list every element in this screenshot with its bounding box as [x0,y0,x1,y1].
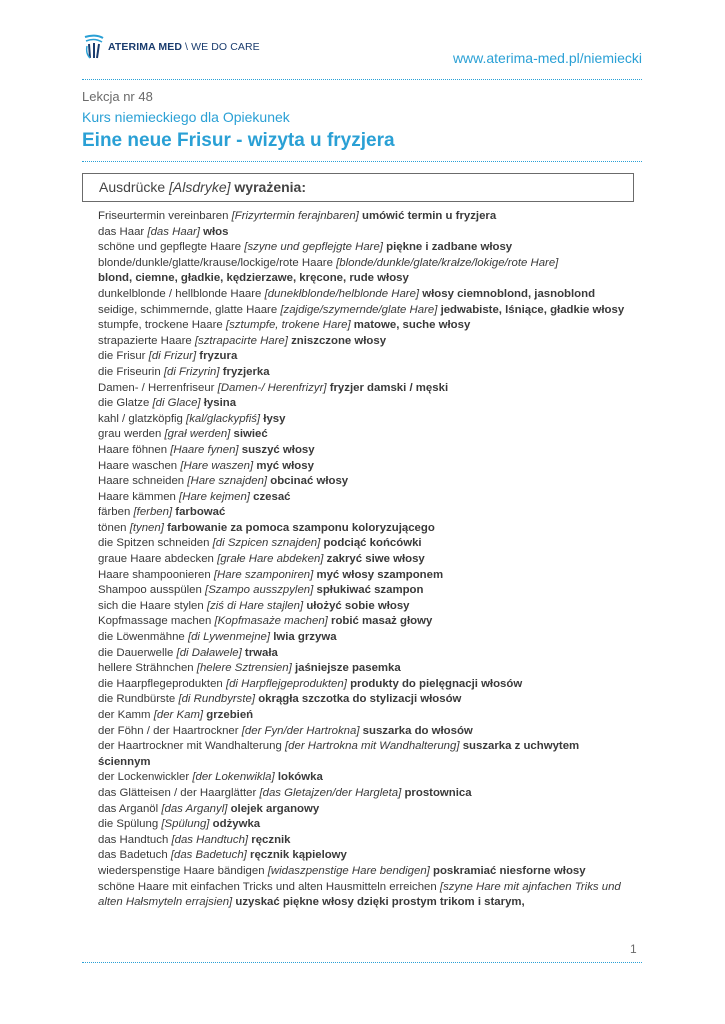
vocab-pronunciation: [di Harpflejgeprodukten] [225,677,347,690]
vocab-polish: fryzjerka [222,365,270,378]
vocab-german: stumpfe, trockene Haare [98,319,223,332]
vocab-pronunciation: [Frizyrtermin ferajnbaren] [231,210,359,222]
section-heading-pron: [Alsdryke] [169,179,231,195]
vocab-polish: ręcznik kąpielowy [250,849,347,862]
vocab-entry [98,349,630,365]
vocab-pronunciation: [der Fyn/der Hartrokna] [241,724,360,737]
vocab-entry [98,256,630,287]
vocab-pronunciation: [Damen-/ Herenfrizyr] [217,381,327,394]
title-divider [82,161,642,162]
vocab-entry [98,443,630,459]
logo-tagline: WE DO CARE [191,41,260,53]
vocab-entry [98,677,630,693]
vocab-polish: fryzura [199,350,238,363]
vocab-entry [98,552,630,568]
section-heading [99,179,306,195]
vocab-polish: siwieć [233,428,268,441]
vocab-polish: odżywka [212,818,261,831]
vocab-pronunciation: [Hare kejmen] [179,490,250,503]
vocab-german: Haare föhnen [98,443,168,456]
vocab-polish: olejek arganowy [230,802,320,815]
vocab-polish: grzebień [206,709,254,721]
vocab-polish: ręcznik [251,833,291,846]
vocab-german: kahl / glatzköpfig [98,412,183,425]
vocab-entry [98,630,630,646]
vocab-pronunciation: [das Gletajzen/der Hargleta] [259,786,402,799]
vocab-polish: suszarka do włosów [362,724,473,737]
vocab-entry [98,646,630,662]
vocab-german: tönen [98,521,127,534]
logo-separator: \ [185,41,189,53]
vocab-german: die Rundbürste [98,693,176,706]
vocab-polish: jaśniejsze pasemka [294,662,401,675]
website-link[interactable]: www.aterima-med.pl/niemiecki [452,50,642,66]
vocab-entry [98,334,630,350]
vocab-entry [98,770,630,786]
vocab-pronunciation: [der Lokenwikla] [192,771,275,784]
vocab-entry [98,864,630,880]
vocab-pronunciation: [szyne und gepflejgte Hare] [244,241,383,254]
vocab-entry [98,724,630,740]
vocab-pronunciation: [widaszpenstige Hare bendigen] [267,864,430,877]
vocab-polish: jedwabiste, lśniące, gładkie włosy [440,303,625,316]
vocab-entry [98,287,630,303]
vocab-pronunciation: [sztrapacirte Hare] [194,334,288,347]
vocab-german: die Spitzen schneiden [98,537,210,550]
vocab-entry [98,490,630,506]
vocab-entry [98,536,630,552]
vocab-pronunciation: [Kopfmasaże machen] [214,615,328,628]
logo-text [108,41,260,53]
footer-divider [82,962,642,963]
vocab-polish: fryzjer damski / męski [329,381,449,394]
vocab-entry [98,303,630,319]
vocab-polish: obcinać włosy [270,475,349,488]
vocab-entry [98,209,630,225]
vocab-german: färben [98,506,131,519]
logo-name: ATERIMA MED [108,41,183,53]
vocab-entry [98,412,630,428]
vocab-entry [98,661,630,677]
vocab-german: der Föhn / der Haartrockner [98,724,239,737]
page-number: 1 [630,942,637,956]
vocab-entry [98,599,630,615]
vocab-german: Kopfmassage machen [98,615,212,628]
vocab-entry [98,739,630,770]
vocab-german: graue Haare abdecken [98,553,214,566]
vocab-pronunciation: [blonde/dunkle/glate/krałze/lokige/rote Hare] [336,256,559,269]
vocab-polish: ułożyć sobie włosy [306,599,410,612]
vocab-german: die Friseurin [98,365,161,378]
vocab-pronunciation: [Hare waszen] [180,459,254,472]
vocab-pronunciation: [kal/glackypfiś] [186,412,261,425]
vocab-german: das Badetuch [98,849,168,862]
vocab-german: hellere Strähnchen [98,662,194,675]
vocab-polish: farbowanie za pomoca szamponu koloryzującego [167,521,435,534]
vocab-entry [98,817,630,833]
vocab-german: sich die Haare stylen [98,599,204,612]
vocab-polish: farbować [175,506,226,519]
vocab-pronunciation: [grał werden] [164,428,231,441]
vocab-pronunciation: [di Frizur] [148,350,197,363]
vocab-polish: blond, ciemne, gładkie, kędzierzawe, kręcone, rude włosy [98,272,409,285]
vocab-german: die Frisur [98,350,146,363]
vocab-german: grau werden [98,428,162,441]
vocab-pronunciation: [ferben] [133,506,173,519]
vocab-pronunciation: [ziś di Hare stajlen] [206,599,304,612]
vocab-pronunciation: [der Kam] [153,709,204,721]
vocab-pronunciation: [sztumpfe, trokene Hare] [225,319,351,332]
vocab-pronunciation: [di Lywenmejne] [187,631,271,644]
course-name: Kurs niemieckiego dla Opiekunek [82,109,290,125]
vocab-entry [98,802,630,818]
vocab-entry [98,692,630,708]
vocab-entry [98,381,630,397]
vocab-pronunciation: [Hare szamponiren] [213,568,314,581]
vocab-polish: produkty do pielęgnacji włosów [350,677,523,690]
vocab-polish: poskramiać niesforne włosy [433,864,586,877]
vocab-german: die Haarpflegeprodukten [98,677,223,690]
vocab-entry [98,521,630,537]
vocab-polish: łysy [263,412,286,425]
vocab-polish: zakryć siwe włosy [326,553,425,566]
header-divider [82,79,642,80]
vocab-german: Shampoo ausspülen [98,584,202,597]
vocab-pronunciation: [tynen] [129,521,164,534]
vocab-german: das Glätteisen / der Haarglätter [98,786,257,799]
vocab-german: der Kamm [98,709,151,721]
vocab-german: wiederspenstige Haare bändigen [98,864,265,877]
vocab-german: strapazierte Haare [98,334,192,347]
vocab-entry [98,583,630,599]
section-heading-pl: wyrażenia: [234,179,306,195]
vocab-pronunciation: [das Handtuch] [171,833,249,846]
vocab-german: der Haartrockner mit Wandhalterung [98,740,282,753]
vocab-pronunciation: [das Haar] [147,225,200,238]
page-header [82,30,642,72]
vocab-pronunciation: [di Szpicen sznajden] [212,537,321,550]
vocab-polish: prostownica [404,786,472,799]
vocabulary-list [98,209,630,911]
vocab-entry [98,880,630,911]
vocab-german: seidige, schimmernde, glatte Haare [98,303,278,316]
vocab-pronunciation: [di Daławele] [176,646,242,659]
vocab-entry [98,614,630,630]
lesson-number: Lekcja nr 48 [82,89,153,104]
vocab-german: die Löwenmähne [98,631,185,644]
vocab-entry [98,427,630,443]
section-heading-de: Ausdrücke [99,179,166,195]
vocab-entry [98,474,630,490]
vocab-entry [98,365,630,381]
vocab-entry [98,459,630,475]
vocab-pronunciation: [Spülung] [161,818,210,831]
vocab-polish: umówić termin u fryzjera [362,210,497,222]
section-heading-box [82,173,634,202]
vocab-german: schöne und gepflegte Haare [98,241,242,254]
vocab-polish: lwia grzywa [273,631,337,644]
vocab-polish: trwała [244,646,278,659]
vocab-german: die Dauerwelle [98,646,174,659]
vocab-polish: łysina [203,397,237,410]
vocab-german: das Arganöl [98,802,159,815]
vocab-polish: suszyć włosy [241,443,315,456]
vocab-entry [98,225,630,241]
vocab-polish: czesać [253,490,291,503]
vocab-entry [98,396,630,412]
vocab-polish: matowe, suche włosy [353,319,471,332]
vocab-polish: robić masaż głowy [331,615,433,628]
vocab-pronunciation: [szyne Hare mit ajnfachen Triks und alten Hałsmyteln errajsien] [98,880,621,909]
vocab-polish: piękne i zadbane włosy [386,241,513,254]
vocab-pronunciation: [zajdige/szymernde/glate Hare] [280,303,438,316]
vocab-polish: myć włosy [256,459,314,472]
vocab-polish: uzyskać piękne włosy dzięki prostym trikom i starym, [235,896,525,909]
vocab-entry [98,318,630,334]
vocab-pronunciation: [di Rundbyrste] [178,693,256,706]
vocab-entry [98,568,630,584]
vocab-german: Friseurtermin vereinbaren [98,210,229,222]
aterima-logo-icon [82,34,106,60]
vocab-pronunciation: [der Hartrokna mit Wandhalterung] [284,740,460,753]
vocab-german: Haare kämmen [98,490,176,503]
vocab-pronunciation: [grałe Hare abdeken] [217,553,324,566]
vocab-german: Damen- / Herrenfriseur [98,381,215,394]
vocab-entry [98,833,630,849]
vocab-pronunciation: [di Glace] [152,397,201,410]
vocab-german: das Handtuch [98,833,169,846]
vocab-entry [98,786,630,802]
vocab-polish: włos [203,225,229,238]
page-title: Eine neue Frisur - wizyta u fryzjera [82,130,395,151]
vocab-pronunciation: [Haare fynen] [170,443,239,456]
vocab-polish: lokówka [277,771,323,784]
vocab-german: der Lockenwickler [98,771,190,784]
vocab-german: das Haar [98,225,145,238]
vocab-pronunciation: [das Badetuch] [170,849,247,862]
vocab-polish: suszarka z uchwytem ściennym [98,740,580,768]
vocab-entry [98,505,630,521]
vocab-german: Haare shampoonieren [98,568,211,581]
vocab-german: schöne Haare mit einfachen Tricks und alten Hausmitteln erreichen [98,880,437,893]
vocab-polish: myć włosy szamponem [316,568,444,581]
vocab-polish: włosy ciemnoblond, jasnoblond [422,287,596,300]
vocab-pronunciation: [das Arganyl] [161,802,228,815]
vocab-pronunciation: [Hare sznajden] [187,475,268,488]
vocab-german: die Spülung [98,818,159,831]
vocab-entry [98,240,630,256]
vocab-polish: spłukiwać szampon [316,584,424,597]
vocab-german: die Glatze [98,397,150,410]
vocab-german: blonde/dunkle/glatte/krause/lockige/rote Haare [98,256,333,269]
vocab-pronunciation: [dunekłblonde/helblonde Hare] [264,287,420,300]
vocab-entry [98,848,630,864]
vocab-german: Haare schneiden [98,475,185,488]
vocab-entry [98,708,630,724]
vocab-polish: okrągła szczotka do stylizacji włosów [258,693,462,706]
vocab-german: dunkelblonde / hellblonde Haare [98,287,262,300]
vocab-polish: zniszczone włosy [291,334,387,347]
vocab-german: Haare waschen [98,459,178,472]
vocab-pronunciation: [di Frizyrin] [163,365,220,378]
vocab-pronunciation: [Szampo ausszpylen] [205,584,314,597]
vocab-polish: podciąć końcówki [323,537,422,550]
vocab-pronunciation: [helere Sztrensien] [196,662,292,675]
logo[interactable] [82,34,260,60]
